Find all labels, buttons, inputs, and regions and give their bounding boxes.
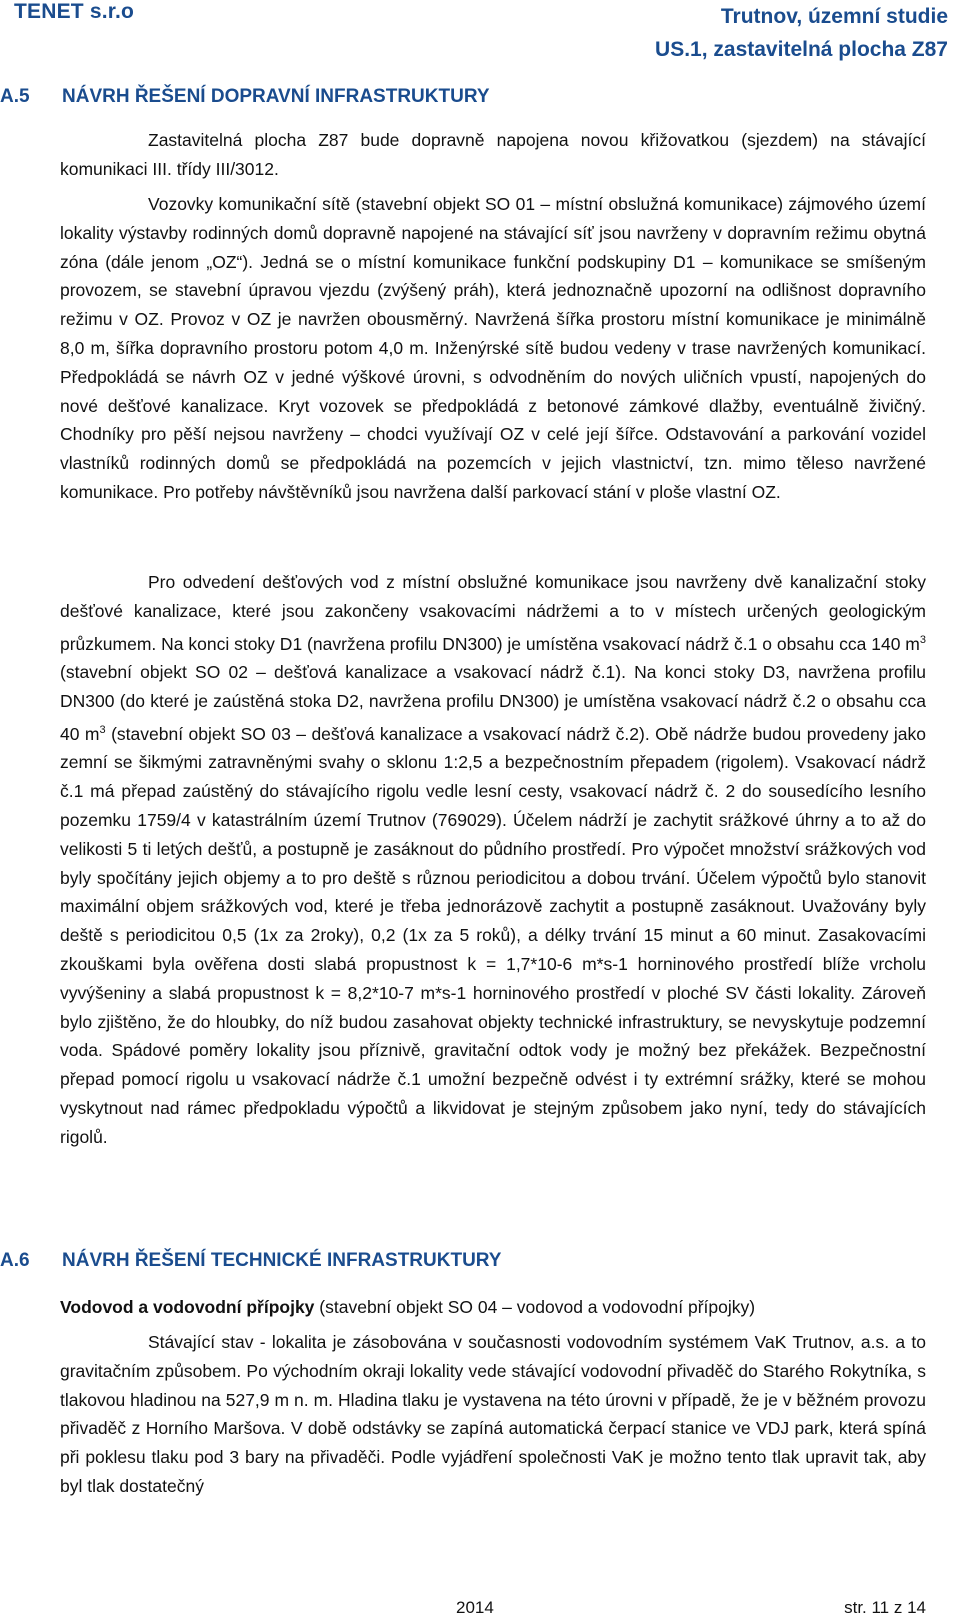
section-title: NÁVRH ŘEŠENÍ DOPRAVNÍ INFRASTRUKTURY (62, 86, 490, 107)
footer-year: 2014 (456, 1598, 494, 1617)
study-title-line1: Trutnov, územní studie (720, 5, 948, 28)
section-number: A.5 (0, 86, 30, 107)
footer-page-number: str. 11 z 14 (844, 1598, 926, 1617)
section-number: A.6 (0, 1250, 30, 1271)
paragraph-connection: Zastavitelná plocha Z87 bude dopravně napojena novou křižovatkou (sjezdem) na stávající komunikaci III. třídy III/3012. (60, 130, 926, 179)
section-title: NÁVRH ŘEŠENÍ TECHNICKÉ INFRASTRUKTURY (62, 1250, 502, 1271)
superscript: 3 (99, 723, 106, 736)
superscript: 3 (919, 633, 926, 646)
paragraph-drainage: Pro odvedení dešťových vod z místní obslužné komunikace jsou navrženy dvě kanalizační stoky dešťové kanalizace, které jsou zakončeny vsakovacími nádržemi a to v místech určených geologickým průzkumem. Na konci stoky D1 (navržena profilu DN300) je umístěna vsakovací nádrž č.1 o obsahu cca 140 $m^3$ (stavební objekt SO 02 – dešťová kanalizace a vsakovací nádrž č.1). Na konci stoky D3, navržena profilu DN300 (do které je zaústěná stoka D2, navržena profilu DN300) je umístěna vsakovací nádrž č.2 o obsahu cca 40 $m^3$ (stavební objekt SO 03 – dešťová kanalizace a vsakovací nádrž č.2). Obě nádrže budou provedeny jako zemní se šikmými zatravněnými svahy o sklonu 1:2,5 a bezpečnostním přepadem (rigolem). Vsakovací nádrž č.1 má přepad zaústěný do stávajícího rigolu vedle lesní cesty, vsakovací nádrž č. 2 do sousedícího lesního pozemku 1759/4 v katastrálním území Trutnov (769029). Účelem nádrží je zachytit srážkové úhrny a to až do velikosti 5 ti letých dešťů, a postupně je zasáknout do půdního prostředí. Pro výpočet množství srážkových vod byly spočítány jejich objemy a to pro deště s různou periodicitou a dobou trvání. Účelem výpočtů bylo stanovit maximální objem srážkových vod, které je třeba jednorázově zachytit a postupně zasáknout. Uvažovány byly deště s periodicitou 0,5 (1x za 2roky), 0,2 (1x za 5 roků), a délky trvání 15 minut a 60 minut. Zasakovacími zkouškami byla ověřena dosti slabá propustnost k = 1,7*10-6 m*s-1 horninového prostředí blíže vrcholu vyvýšeniny a slabá propustnost k = 8,2*10-7 m*s-1 horninového prostředí v ploché SV části lokality. Zároveň bylo zjištěno, že do hloubky, do níž budou zasahovat objekty technické infrastruktury, se nevyskytuje podzemní voda. Spádové poměry lokality jsou příznivě, gravitační odtok vody je možný bez překážek. Bezpečnostní přepad pomocí rigolu u vsakovací nádrže č.1 umožní bezpečně odvést i ty extrémní srážky, které se mohou vyskytnout nad rámec předpokladu výpočtů a likvidovat je stejným způsobem jako nyní, tedy do stávajících rigolů. (60, 572, 927, 1147)
paragraph-water-supply: Stávající stav - lokalita je zásobována v současnosti vodovodním systémem VaK Trutnov, a.s. a to gravitačním způsobem. Po východním okraji lokality vede stávající vodovodní přivaděč do Starého Rokytníka, s tlakovou hladinou na 527,9 m n. m. Hladina tlaku je vystavena na této úrovni v případě, že je v běžném provozu přivaděč z Horního Maršova. V době odstávky se zapíná automatická čerpací stanice ve VDJ park, která spíná při poklesu tlaku pod 3 bary na přivaděči. Podle vyjádření společnosti VaK je možno tento tlak upravit tak, aby byl tlak dostatečný (60, 1332, 926, 1496)
subsection-heading-water: Vodovod a vodovodní přípojky (stavební objekt SO 04 – vodovod a vodovodní přípojky) (60, 1297, 756, 1317)
study-title-line2: US.1, zastavitelná plocha Z87 (655, 38, 948, 61)
company-name: TENET s.r.o (14, 0, 135, 23)
paragraph-roads: Vozovky komunikační sítě (stavební objekt SO 01 – místní obslužná komunikace) zájmového území lokality výstavby rodinných domů dopravně napojené na stávající síť jsou navrženy v dopravním režimu obytná zóna (dále jenom „OZ“). Jedná se o místní komunikace funkční podskupiny D1 – komunikace se smíšeným provozem, se stavební úpravou vjezdu (zvýšený práh), která jednoznačně upozorní na odlišnost dopravního režimu v OZ. Provoz v OZ je navržen obousměrný. Navržená šířka prostoru místní komunikace je minimálně 8,0 m, šířka dopravního prostoru potom 4,0 m. Inženýrské sítě budou vedeny v trase navržených komunikací. Předpokládá se návrh OZ v jedné výškové úrovni, s odvodněním do nových uličních vpustí, napojených do nové dešťové kanalizace. Kryt vozovek se předpokládá z betonové zámkové dlažby, eventuálně živičný. Chodníky pro pěší nejsou navrženy – chodci využívají OZ v celé její šířce. Odstavování a parkování vozidel vlastníků rodinných domů se předpokládá na pozemcích v jejich vlastnictví, tzn. mimo těleso navržené komunikace. Pro potřeby návštěvníků jsou navržena další parkovací stání v ploše vlastní OZ. (60, 194, 926, 502)
document-title (655, 0, 948, 66)
subsection-bold: Vodovod a vodovodní přípojky (60, 1297, 315, 1317)
